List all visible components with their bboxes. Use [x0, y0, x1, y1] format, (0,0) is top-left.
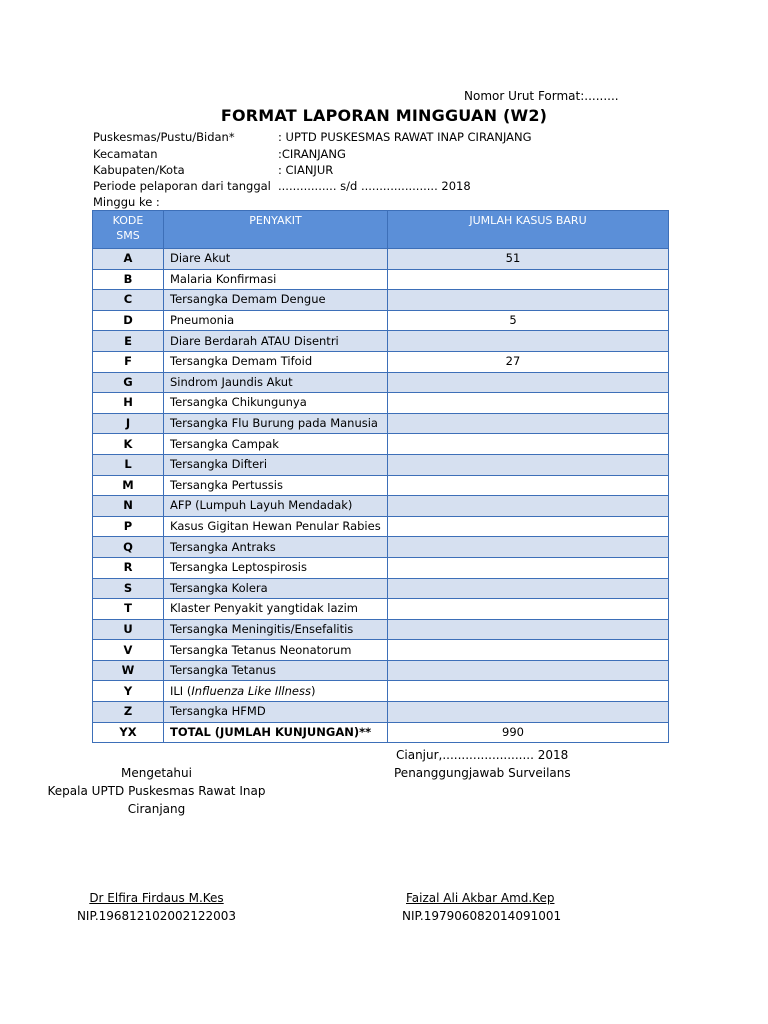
kode-cell: L [93, 454, 164, 475]
penyakit-cell: Tersangka Antraks [164, 537, 388, 558]
penyakit-cell: Sindrom Jaundis Akut [164, 372, 388, 393]
info-label: Kecamatan [93, 147, 158, 161]
kode-cell: Q [93, 537, 164, 558]
table-row [93, 475, 669, 496]
table-row [93, 331, 669, 352]
jumlah-cell: 27 [388, 351, 669, 372]
page-title: FORMAT LAPORAN MINGGUAN (W2) [220, 106, 548, 125]
jumlah-cell: 51 [388, 249, 669, 270]
right-signer-name: Faizal Ali Akbar Amd.Kep [406, 891, 555, 905]
table-row [93, 413, 669, 434]
info-row-minggu [0, 194, 768, 210]
kode-cell: B [93, 269, 164, 290]
jumlah-cell [388, 660, 669, 681]
report-table [92, 210, 669, 743]
table-row [93, 516, 669, 537]
penyakit-cell: Tersangka Leptospirosis [164, 557, 388, 578]
kode-cell: C [93, 290, 164, 311]
table-row [93, 557, 669, 578]
penyakit-cell: Tersangka Flu Burung pada Manusia [164, 413, 388, 434]
penyakit-cell: Kasus Gigitan Hewan Penular Rabies [164, 516, 388, 537]
penyakit-cell: Tersangka HFMD [164, 702, 388, 723]
table-row [93, 351, 669, 372]
kode-cell: Z [93, 702, 164, 723]
penyakit-cell: Tersangka Demam Dengue [164, 290, 388, 311]
penyakit-cell: Tersangka Tetanus Neonatorum [164, 640, 388, 661]
info-row-kecamatan [0, 146, 768, 162]
kode-cell: E [93, 331, 164, 352]
jumlah-cell [388, 372, 669, 393]
jumlah-cell [388, 516, 669, 537]
kode-cell: D [93, 310, 164, 331]
penyakit-cell: Tersangka Meningitis/Ensefalitis [164, 619, 388, 640]
table-row [93, 640, 669, 661]
info-label: Kabupaten/Kota [93, 163, 185, 177]
kode-cell: G [93, 372, 164, 393]
left-signature-title-2: Kepala UPTD Puskesmas Rawat Inap [47, 784, 266, 798]
kode-cell: R [93, 557, 164, 578]
penyakit-cell: Pneumonia [164, 310, 388, 331]
table-header-row [93, 211, 669, 249]
table-row [93, 496, 669, 517]
jumlah-cell [388, 454, 669, 475]
table-row [93, 660, 669, 681]
info-row-kabupaten [0, 162, 768, 178]
penyakit-cell: Tersangka Campak [164, 434, 388, 455]
table-row [93, 290, 669, 311]
penyakit-cell: Tersangka Tetanus [164, 660, 388, 681]
table-row [93, 372, 669, 393]
jumlah-cell [388, 557, 669, 578]
jumlah-cell [388, 640, 669, 661]
penyakit-cell: Tersangka Pertussis [164, 475, 388, 496]
kode-cell: P [93, 516, 164, 537]
header-jumlah-kasus-baru: JUMLAH KASUS BARU [388, 211, 669, 249]
penyakit-cell: TOTAL (JUMLAH KUNJUNGAN)** [164, 722, 388, 743]
place-date: Cianjur,........................ 2018 [396, 748, 569, 762]
jumlah-cell [388, 269, 669, 290]
table-row [93, 454, 669, 475]
info-label: Minggu ke : [93, 195, 160, 209]
info-value: : CIANJUR [278, 163, 334, 177]
left-signature-title-1: Mengetahui [121, 766, 192, 780]
table-row [93, 578, 669, 599]
kode-cell: U [93, 619, 164, 640]
info-value: :CIRANJANG [278, 147, 346, 161]
info-value: : UPTD PUSKESMAS RAWAT INAP CIRANJANG [278, 130, 532, 144]
penyakit-cell: Diare Berdarah ATAU Disentri [164, 331, 388, 352]
kode-cell: W [93, 660, 164, 681]
penyakit-cell: Tersangka Difteri [164, 454, 388, 475]
penyakit-cell: Klaster Penyakit yangtidak lazim [164, 599, 388, 620]
penyakit-cell: Tersangka Demam Tifoid [164, 351, 388, 372]
left-signer-nip: NIP.196812102002122003 [76, 909, 237, 923]
kode-cell: M [93, 475, 164, 496]
kode-cell: S [93, 578, 164, 599]
penyakit-cell: Malaria Konfirmasi [164, 269, 388, 290]
table-row [93, 722, 669, 743]
jumlah-cell [388, 290, 669, 311]
kode-cell: H [93, 393, 164, 414]
table-row [93, 599, 669, 620]
penyakit-cell: Tersangka Kolera [164, 578, 388, 599]
jumlah-cell [388, 413, 669, 434]
kode-cell: Y [93, 681, 164, 702]
table-row [93, 249, 669, 270]
info-label: Puskesmas/Pustu/Bidan* [93, 130, 235, 144]
jumlah-cell [388, 393, 669, 414]
info-label: Periode pelaporan dari tanggal [93, 179, 271, 193]
table-row [93, 393, 669, 414]
table-row [93, 702, 669, 723]
info-value: ................ s/d ..................... 2018 [278, 179, 471, 193]
penyakit-cell: Diare Akut [164, 249, 388, 270]
right-signature-title: Penanggungjawab Surveilans [394, 766, 571, 780]
kode-cell: T [93, 599, 164, 620]
table-row [93, 269, 669, 290]
table-row [93, 537, 669, 558]
kode-cell: A [93, 249, 164, 270]
info-row-periode [0, 178, 768, 194]
left-signature-title-3: Ciranjang [127, 802, 186, 816]
italic-term: Influenza Like Illness [191, 683, 311, 698]
jumlah-cell [388, 331, 669, 352]
kode-cell: F [93, 351, 164, 372]
penyakit-cell: Tersangka Chikungunya [164, 393, 388, 414]
jumlah-cell [388, 702, 669, 723]
penyakit-cell: AFP (Lumpuh Layuh Mendadak) [164, 496, 388, 517]
jumlah-cell [388, 496, 669, 517]
jumlah-cell [388, 475, 669, 496]
kode-cell: YX [93, 722, 164, 743]
penyakit-cell: ILI (Influenza Like Illness) [164, 681, 388, 702]
jumlah-cell [388, 599, 669, 620]
jumlah-cell [388, 537, 669, 558]
table-row [93, 434, 669, 455]
header-kode-sms: KODE SMS [93, 211, 164, 249]
kode-cell: N [93, 496, 164, 517]
kode-cell: V [93, 640, 164, 661]
header-penyakit: PENYAKIT [164, 211, 388, 249]
nomor-urut-format: Nomor Urut Format:......... [464, 89, 619, 103]
kode-cell: J [93, 413, 164, 434]
table-row [93, 310, 669, 331]
jumlah-cell [388, 434, 669, 455]
jumlah-cell [388, 619, 669, 640]
jumlah-cell: 990 [388, 722, 669, 743]
info-row-puskesmas [0, 129, 768, 145]
table-row [93, 619, 669, 640]
kode-cell: K [93, 434, 164, 455]
jumlah-cell: 5 [388, 310, 669, 331]
right-signer-nip: NIP.197906082014091001 [402, 909, 562, 923]
jumlah-cell [388, 578, 669, 599]
left-signer-name: Dr Elfira Firdaus M.Kes [89, 891, 224, 905]
jumlah-cell [388, 681, 669, 702]
table-row [93, 681, 669, 702]
